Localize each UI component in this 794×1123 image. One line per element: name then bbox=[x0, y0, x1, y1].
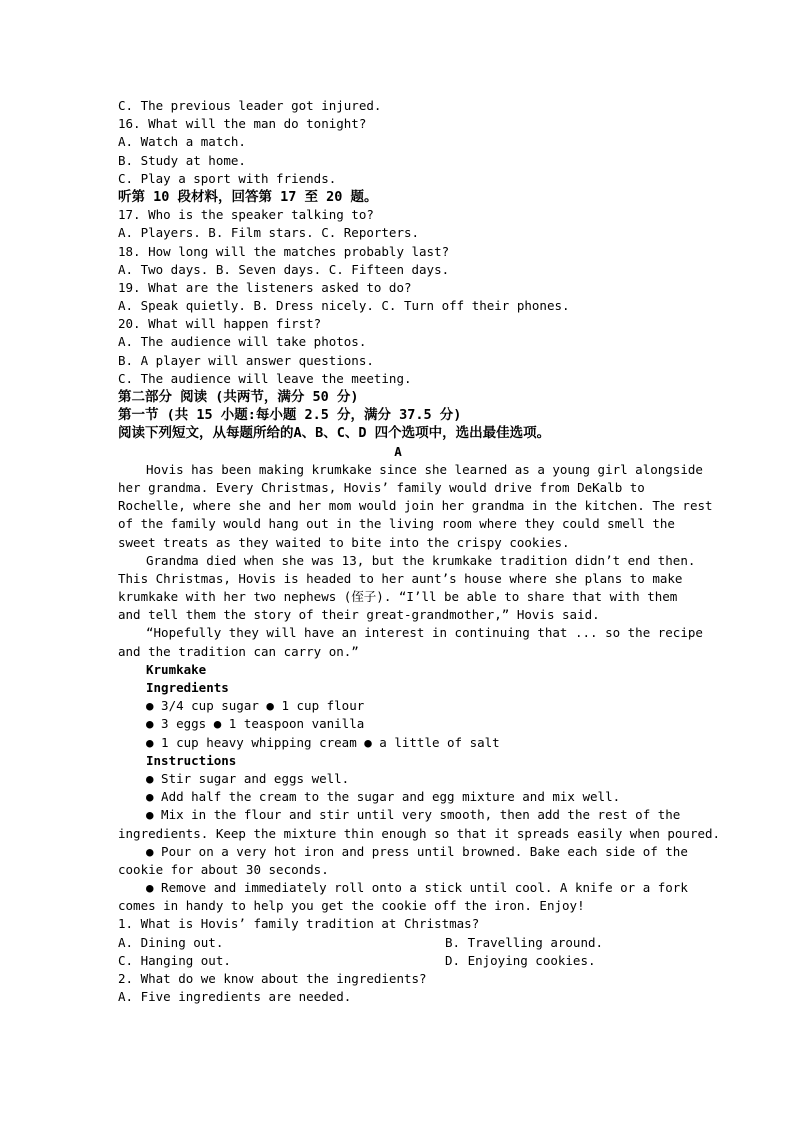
recipe-line: Ingredients bbox=[146, 680, 229, 695]
recipe-line: ● Stir sugar and eggs well. bbox=[146, 770, 350, 786]
answer-option: D. Enjoying cookies. bbox=[445, 952, 596, 968]
listening-questions-line: 20. What will happen first? bbox=[118, 316, 322, 332]
section-comprehension-questions bbox=[118, 915, 768, 1006]
document-content bbox=[118, 97, 768, 1006]
passage-title-line: A bbox=[394, 443, 402, 459]
section-passage-a bbox=[118, 461, 768, 661]
passage-a-line: Grandma died when she was 13, but the krumkake tradition didn’t end then. bbox=[146, 552, 696, 568]
recipe-line: ingredients. Keep the mixture thin enough so that it spreads easily when poured. bbox=[118, 825, 721, 841]
listening-questions-line: A. The audience will take photos. bbox=[118, 334, 367, 350]
listening-questions-line: 17. Who is the speaker talking to? bbox=[118, 207, 374, 223]
listening-questions-line: 18. How long will the matches probably last? bbox=[118, 243, 450, 259]
recipe-line: comes in handy to help you get the cookie off the iron. Enjoy! bbox=[118, 898, 585, 914]
passage-a-line: “Hopefully they will have an interest in continuing that ... so the recipe bbox=[146, 625, 703, 641]
listening-questions-line: A. Players. B. Film stars. C. Reporters. bbox=[118, 225, 420, 241]
comprehension-questions-line bbox=[118, 934, 768, 952]
section-listening-questions bbox=[118, 97, 768, 388]
recipe-line: ● 1 cup heavy whipping cream ● a little of salt bbox=[146, 734, 500, 750]
passage-a-line: Hovis has been making krumkake since she learned as a young girl alongside bbox=[146, 461, 703, 477]
recipe-line: cookie for about 30 seconds. bbox=[118, 861, 329, 877]
passage-a-line: krumkake with her two nephews (侄子). “I’ll be able to share that with them bbox=[118, 589, 678, 605]
passage-a-line: and the tradition can carry on.” bbox=[118, 643, 359, 659]
listening-questions-line: B. A player will answer questions. bbox=[118, 352, 374, 368]
passage-a-line: and tell them the story of their great-grandmother,” Hovis said. bbox=[118, 607, 600, 623]
listening-questions-line: 16. What will the man do tonight? bbox=[118, 116, 367, 132]
comprehension-questions-line: 1. What is Hovis’ family tradition at Christmas? bbox=[118, 916, 480, 932]
listening-questions-line: 听第 10 段材料，回答第 17 至 20 题。 bbox=[118, 188, 378, 205]
reading-section-header-line: 阅读下列短文，从每题所给的A、B、C、D 四个选项中，选出最佳选项。 bbox=[118, 425, 551, 442]
listening-questions-line: 19. What are the listeners asked to do? bbox=[118, 279, 412, 295]
reading-section-header-line: 第一节 (共 15 小题:每小题 2.5 分，满分 37.5 分) bbox=[118, 407, 462, 424]
listening-questions-line: C. The previous leader got injured. bbox=[118, 98, 382, 113]
answer-option: C. Hanging out. bbox=[118, 952, 231, 968]
recipe-line: ● Remove and immediately roll onto a stick until cool. A knife or a fork bbox=[146, 880, 688, 896]
recipe-line: ● Mix in the flour and stir until very smooth, then add the rest of the bbox=[146, 807, 681, 823]
passage-a-line: sweet treats as they waited to bite into the crispy cookies. bbox=[118, 534, 570, 550]
listening-questions-line: A. Watch a match. bbox=[118, 134, 246, 150]
listening-questions-line: C. Play a sport with friends. bbox=[118, 170, 337, 186]
passage-a-line: of the family would hang out in the living room where they could smell the bbox=[118, 516, 675, 532]
recipe-line: ● Add half the cream to the sugar and egg mixture and mix well. bbox=[146, 789, 621, 805]
listening-questions-line: B. Study at home. bbox=[118, 152, 246, 168]
recipe-line: ● 3 eggs ● 1 teaspoon vanilla bbox=[146, 716, 365, 732]
listening-questions-line: A. Speak quietly. B. Dress nicely. C. Turn off their phones. bbox=[118, 298, 570, 314]
recipe-line: Krumkake bbox=[146, 661, 207, 677]
listening-questions-line: A. Two days. B. Seven days. C. Fifteen days. bbox=[118, 261, 450, 277]
recipe-line: ● Pour on a very hot iron and press until browned. Bake each side of the bbox=[146, 843, 688, 859]
recipe-line: ● 3/4 cup sugar ● 1 cup flour bbox=[146, 698, 365, 714]
passage-a-line: her grandma. Every Christmas, Hovis’ family would drive from DeKalb to bbox=[118, 479, 645, 495]
answer-option: B. Travelling around. bbox=[445, 934, 604, 950]
section-recipe bbox=[118, 661, 768, 916]
section-passage-title bbox=[118, 443, 768, 461]
comprehension-questions-line: A. Five ingredients are needed. bbox=[118, 989, 352, 1005]
section-reading-section-header bbox=[118, 388, 768, 443]
passage-a-line: Rochelle, where she and her mom would join her grandma in the kitchen. The rest bbox=[118, 498, 713, 514]
comprehension-questions-line: 2. What do we know about the ingredients? bbox=[118, 971, 427, 986]
listening-questions-line: C. The audience will leave the meeting. bbox=[118, 370, 412, 386]
recipe-line: Instructions bbox=[146, 752, 237, 768]
answer-option: A. Dining out. bbox=[118, 934, 224, 950]
comprehension-questions-line bbox=[118, 952, 768, 970]
passage-a-line: This Christmas, Hovis is headed to her aunt’s house where she plans to make bbox=[118, 570, 683, 586]
reading-section-header-line: 第二部分 阅读 (共两节，满分 50 分) bbox=[118, 389, 359, 405]
